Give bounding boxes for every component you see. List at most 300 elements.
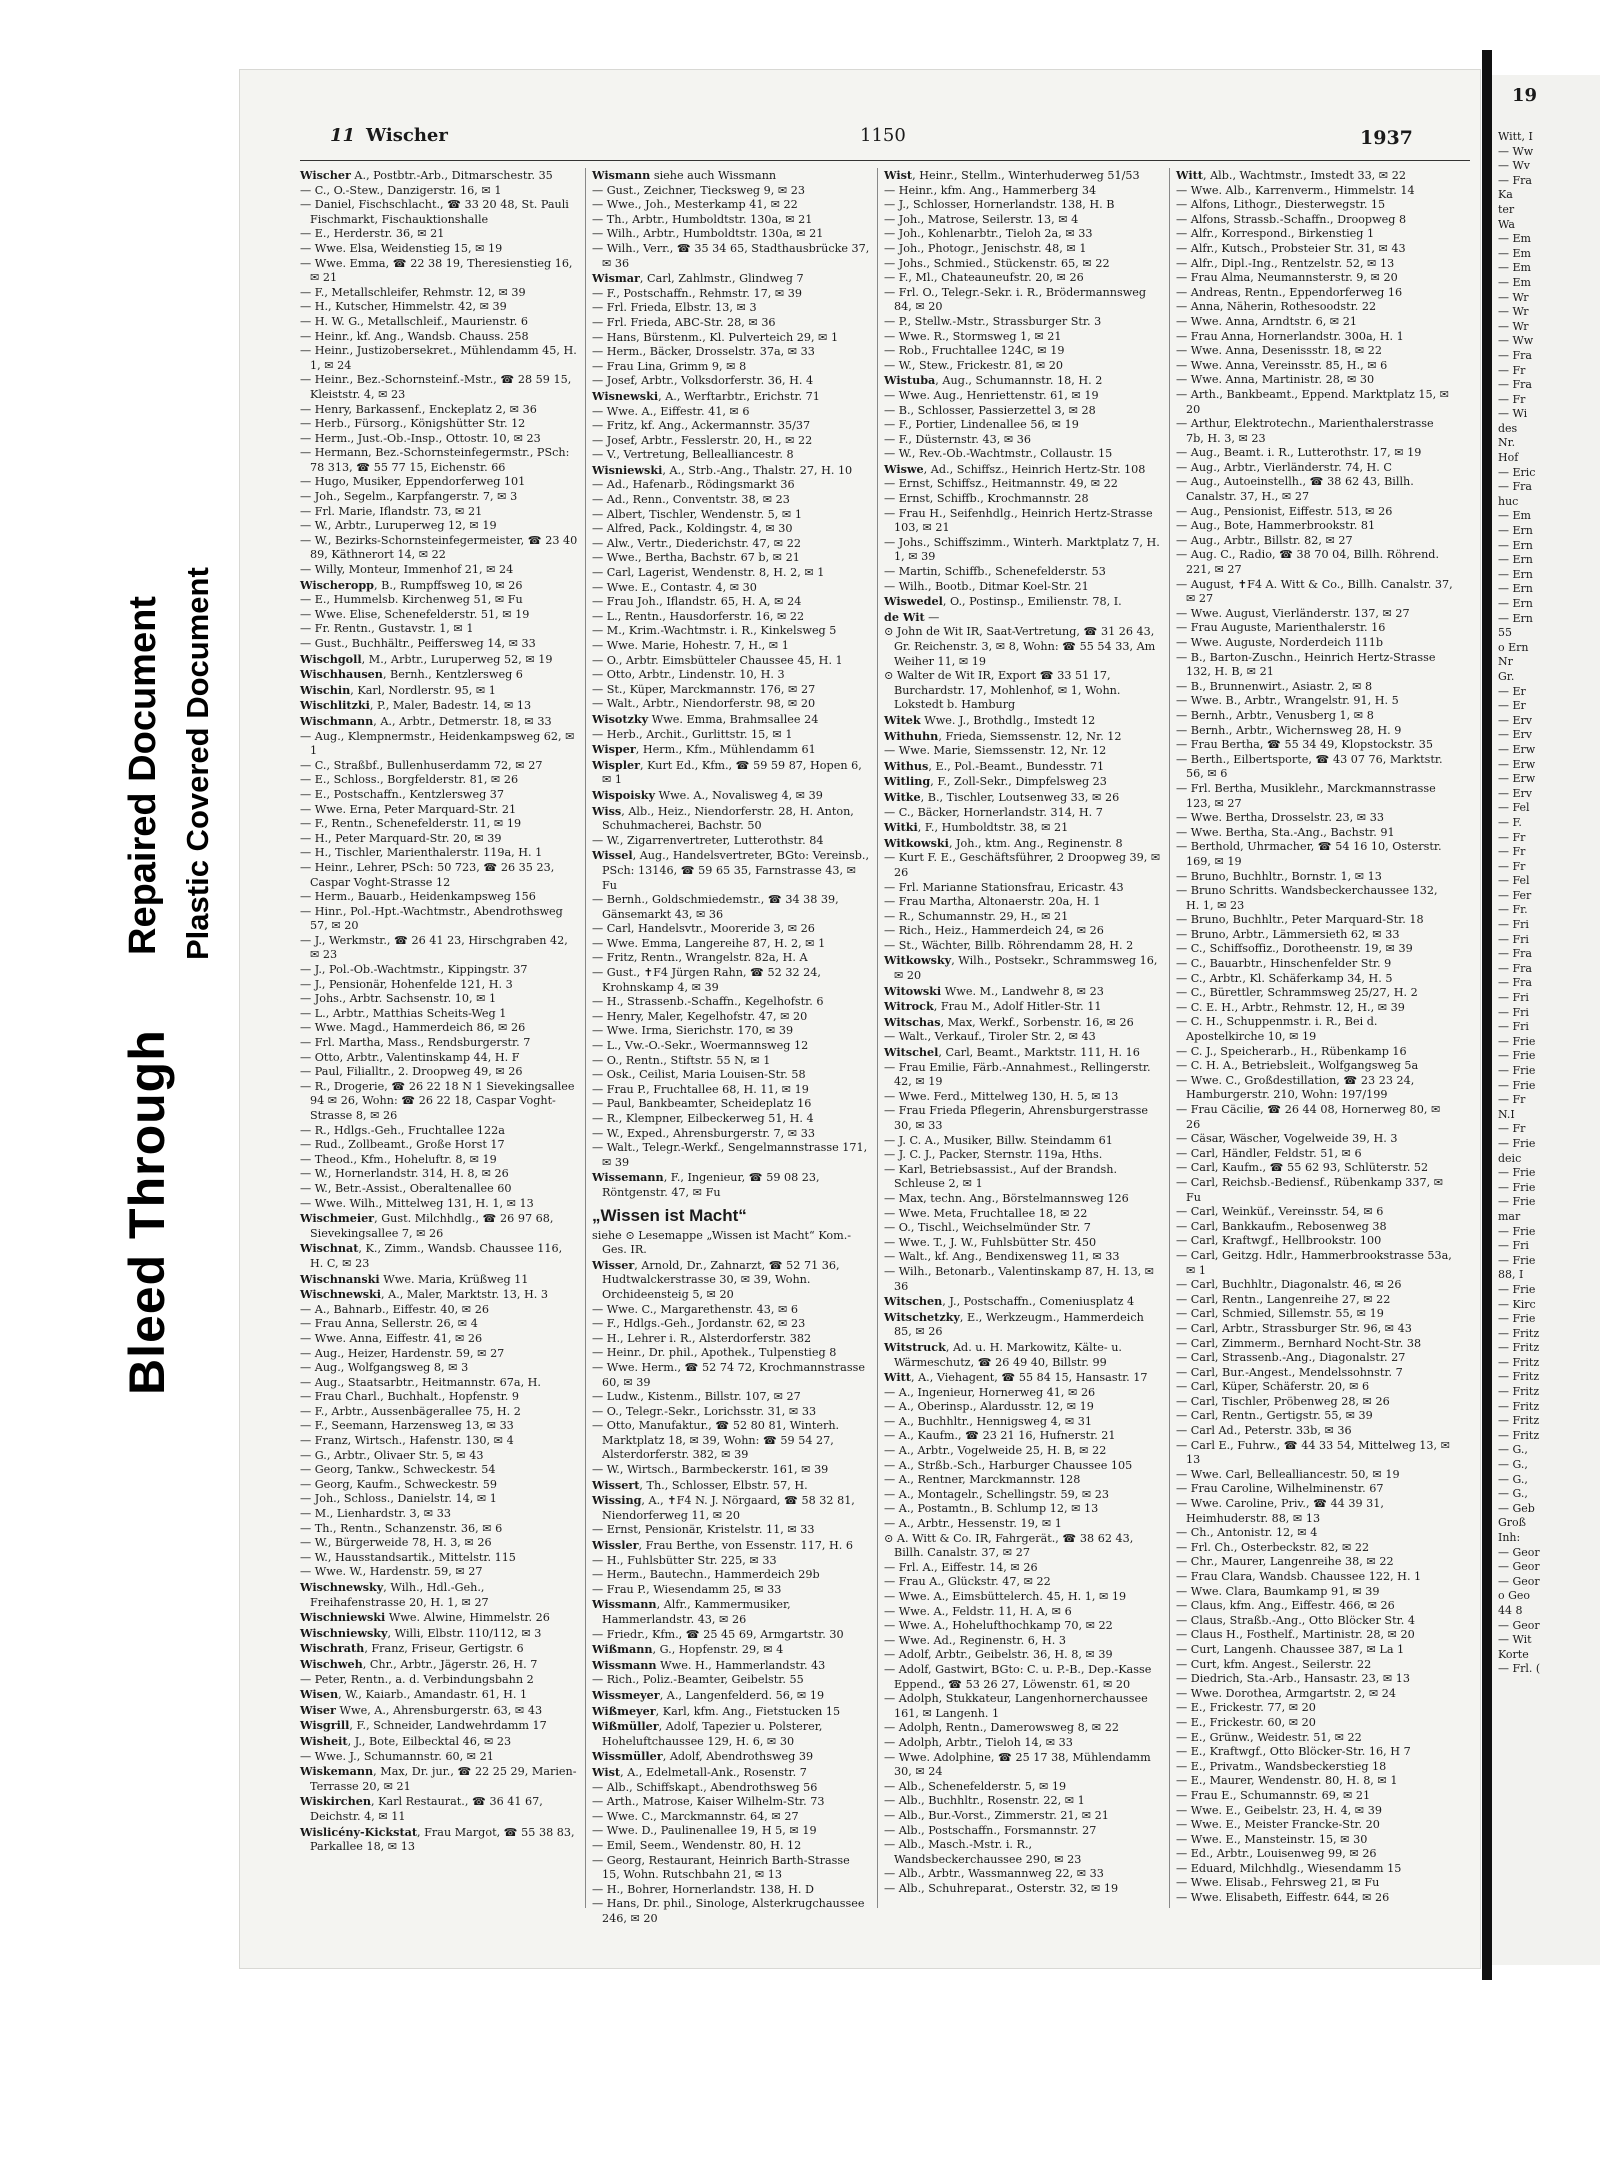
directory-entry [300,1211,578,1241]
directory-entry [1176,1774,1454,1789]
directory-entry [1176,1001,1454,1016]
entry-details: — Alfr., Dipl.-Ing., Rentzelstr. 52, ✉ 13 [1176,256,1395,270]
directory-entry [300,846,578,861]
directory-entry [884,1400,1162,1415]
directory-entry [1176,1789,1454,1804]
entry-details: — H., Lehrer i. R., Alsterdorferstr. 382 [592,1331,812,1345]
entry-details: — Frau P., Wiesendamm 25, ✉ 33 [592,1582,782,1596]
directory-entry [592,1538,870,1554]
directory-entry [1176,694,1454,709]
directory-entry [300,1390,578,1405]
scan-bottom-margin [0,1980,1600,2177]
directory-entry [592,995,870,1010]
entry-details: — Frau Frieda Pflegerin, Ahrensburgerstrasse 30, ✉ 33 [884,1104,1149,1132]
directory-entry [884,625,1162,669]
adjacent-line: — Em [1498,246,1531,260]
entry-details: — E., Hummelsb. Kirchenweg 51, ✉ Fu [300,593,523,607]
entry-surname: Witling [884,774,931,789]
directory-entry [884,1751,1162,1780]
header-rule [300,160,1470,161]
entry-details: — Wwe. C., Margarethenstr. 43, ✉ 6 [592,1302,799,1316]
directory-entry [592,1361,870,1390]
directory-entry [884,1294,1162,1310]
adjacent-line: — Frie [1498,1282,1536,1296]
entry-details: — Alfons, Strassb.-Schaffn., Droopweg 8 [1176,212,1407,226]
directory-entry [300,622,578,637]
entry-details: — Josef, Arbtr., Fesslerstr. 20, H., ✉ 22 [592,433,813,447]
entry-surname: Wißmeyer [592,1703,656,1718]
adjacent-line: — Ern [1498,553,1533,567]
entry-surname: Witschen [884,1294,943,1309]
directory-entry [1176,1482,1454,1497]
entry-details: — E., Frickestr. 60, ✉ 20 [1176,1715,1316,1729]
entry-details: — Wwe. Ad., Reginenstr. 6, H. 3 [884,1633,1066,1647]
entry-details: , Alb., Wachtmstr., Imstedt 33, ✉ 22 [1202,169,1406,182]
entry-details: Wwe. H., Hammerlandstr. 43 [656,1658,826,1672]
adjacent-line: — Fel [1498,801,1530,815]
directory-entry [1176,1847,1454,1862]
entry-details: — W., Bezirks-Schornsteinfegermeister, ☎ 23 40 89, Käthnerort 14, ✉ 22 [300,533,578,562]
directory-entry [300,1641,578,1657]
adjacent-line: — Geor [1498,1618,1540,1632]
entry-details: — M., Lienhardstr. 3, ✉ 33 [300,1507,451,1521]
entry-details: — Carl, Tischler, Pröbenweg 28, ✉ 26 [1176,1394,1390,1408]
entry-surname: Wissmeyer [592,1687,660,1702]
directory-entry [884,507,1162,536]
column-4 [1176,168,1454,1908]
directory-entry [1176,680,1454,695]
directory-entry [592,848,870,893]
directory-entry [300,1551,578,1566]
directory-entry [300,344,578,373]
directory-entry [1176,213,1454,228]
directory-entry [592,1597,870,1627]
entry-details: — Carl E., Fuhrw., ☎ 44 33 54, Mittelweg 13, ✉ 13 [1176,1438,1451,1467]
entry-details: — Carl, Schmied, Sillemstr. 55, ✉ 19 [1176,1307,1384,1321]
entry-details: , Arnold, Dr., Zahnarzt, ☎ 52 71 36, Hudtwalckerstrasse 30, ✉ 39, Wohn. Orchideensteig 5, ✉ 20 [602,1258,840,1301]
directory-entry [592,1523,870,1538]
directory-entry [1176,1439,1454,1468]
entry-details: — Wwe. Aug., Henriettenstr. 61, ✉ 19 [884,388,1099,402]
entry-details: — Otto, Arbtr., Lindenstr. 10, H. 3 [592,668,785,682]
adjacent-line: — Erv [1498,786,1532,800]
entry-details: — Willy, Monteur, Immenhof 21, ✉ 24 [300,563,514,577]
directory-entry [592,184,870,199]
directory-entry [1176,286,1454,301]
entry-details: — Frau H., Seifenhdlg., Heinrich Hertz-Strasse 103, ✉ 21 [884,506,1153,535]
entry-details: , Ad. u. H. Markowitz, Kälte- u. Wärmeschutz, ☎ 26 49 40, Billstr. 99 [894,1340,1122,1369]
directory-entry [884,881,1162,896]
entry-details: — R., Hdlgs.-Geh., Fruchtallee 122a [300,1123,505,1137]
directory-entry [1176,330,1454,345]
entry-details: — Frau Anna, Hornerlandstr. 300a, H. 1 [1176,329,1404,343]
entry-details: — Wwe. Ferd., Mittelweg 130, H. 5, ✉ 13 [884,1089,1119,1103]
adjacent-line: — Fra [1498,480,1532,494]
adjacent-line: — Fra [1498,378,1532,392]
entry-surname: Wiss [592,803,622,818]
adjacent-line: — Fritz [1498,1370,1540,1384]
directory-entry [592,1688,870,1704]
entry-details: — Josef, Arbtr., Volksdorferstr. 36, H. 4 [592,374,814,388]
directory-entry [592,1303,870,1318]
directory-entry [1176,840,1454,869]
adjacent-line: — Geb [1498,1501,1535,1515]
adjacent-line: Ka [1498,188,1513,202]
adjacent-line: — Frl. ( [1498,1662,1541,1676]
entry-details: — Carl, Geitzg. Hdlr., Hammerbrookstrasse 53a, ✉ 1 [1176,1248,1452,1277]
directory-entry [884,1502,1162,1517]
entry-details: — Heinr., kfm. Ang., Hammerberg 34 [884,183,1097,197]
entry-details: , K., Zimm., Wandsb. Chaussee 116, H. C, ✉ 23 [310,1242,563,1270]
directory-entry [884,227,1162,242]
directory-entry [300,1167,578,1182]
entry-details: — W., Hornerlandstr. 314, H. 8, ✉ 26 [300,1167,509,1181]
entry-details: — Bruno, Buchhltr., Peter Marquard-Str. 18 [1176,913,1424,927]
entry-details: — Wwe. Anna, Vereinsstr. 85, H., ✉ 6 [1176,358,1388,372]
entry-details: — Johs., Schmied., Stückenstr. 65, ✉ 22 [884,256,1110,270]
entry-details: — C., Straßbf., Bullenhuserdamm 72, ✉ 27 [300,758,543,772]
directory-entry [1176,446,1454,461]
scan-margin [0,0,235,2177]
adjacent-line: Korte [1498,1647,1529,1661]
entry-details: — Wwe. Anna, Eiffestr. 41, ✉ 26 [300,1331,483,1345]
adjacent-line: — Wi [1498,407,1528,421]
entry-details: , Aug., Schumannstr. 18, H. 2 [935,374,1103,388]
directory-entry [592,1554,870,1569]
entry-details: — Otto, Arbtr., Valentinskamp 44, H. F [300,1050,520,1064]
entry-details: — Walt., Telegr.-Werkf., Sengelmannstrasse 171, ✉ 39 [592,1141,868,1169]
directory-entry [300,1657,578,1673]
entry-details: — A., Arbtr., Vogelweide 25, H. B, ✉ 22 [884,1444,1107,1458]
entry-details: , Karl Restaurat., ☎ 36 41 67, Deichstr. 4, ✉ 11 [310,1795,543,1823]
directory-entry [592,697,870,712]
entry-details: Wwe, A., Ahrensburgerstr. 63, ✉ 43 [335,1703,543,1717]
entry-details: — E., Herderstr. 36, ✉ 21 [300,227,445,241]
entry-details: — Carl, Bur.-Angest., Mendelssohnstr. 7 [1176,1365,1403,1379]
directory-entry [884,669,1162,713]
directory-entry [300,257,578,286]
directory-entry [592,966,870,995]
entry-details: , Willi, Elbstr. 110/112, ✉ 3 [387,1626,542,1640]
entry-details: — Frau Anna, Sellerstr. 26, ✉ 4 [300,1317,478,1331]
entry-details: — Heinr., Justizobersekret., Mühlendamm 45, H. 1, ✉ 24 [300,344,577,372]
entry-details: , A., Arbtr., Detmerstr. 18, ✉ 33 [373,714,552,728]
directory-entry [884,1532,1162,1561]
directory-entry [884,1340,1162,1370]
directory-entry [592,1478,870,1494]
entry-surname: Witkowski [884,835,949,850]
entry-details: — A., Oberinsp., Alardusstr. 12, ✉ 19 [884,1400,1094,1414]
entry-details: , Carl, Beamt., Marktstr. 111, H. 16 [938,1046,1140,1060]
entry-details: — Hans, Bürstenm., Kl. Pulverteich 29, ✉ 1 [592,330,839,344]
entry-details: — Paul, Filialltr., 2. Droopweg 49, ✉ 26 [300,1065,523,1079]
directory-entry [592,493,870,508]
entry-details: — Claus H., Fosthelf., Martinistr. 28, ✉ 20 [1176,1628,1415,1642]
directory-entry [1176,1366,1454,1381]
entry-details: , J., Bote, Eilbecktal 46, ✉ 23 [347,1734,512,1748]
directory-entry [592,758,870,788]
adjacent-page-lines [1498,130,1598,1677]
directory-entry [592,463,870,479]
adjacent-line: — Fr [1498,845,1526,859]
entry-surname: Witt [1176,168,1203,182]
entry-details: , A., Langenfelderd. 56, ✉ 19 [659,1688,825,1702]
adjacent-line: — Fri [1498,932,1529,946]
entry-details: — Fritz, kf. Ang., Ackermannstr. 35/37 [592,419,811,433]
entry-surname: Withus [884,758,929,773]
repaired-document-label: Repaired Document [122,596,164,955]
entry-details: , Chr., Arbtr., Jägerstr. 26, H. 7 [362,1657,538,1671]
adjacent-line: — Kirc [1498,1297,1536,1311]
directory-entry [300,667,578,683]
directory-entry [1176,1731,1454,1746]
entry-details: — Daniel, Fischschlacht., ☎ 33 20 48, St. Pauli Fischmarkt, Fischauktionshalle [300,198,569,226]
directory-entry [300,1138,578,1153]
directory-entry [1176,271,1454,286]
entry-details: — W., Wirtsch., Barmbeckerstr. 161, ✉ 39 [592,1463,829,1477]
entry-details: — Albert, Tischler, Wendenstr. 5, ✉ 1 [592,507,802,521]
entry-details: , Alb., Heiz., Niendorferstr. 28, H. Anton, Schuhmacherei, Bachstr. 50 [602,804,854,833]
entry-surname: Wissmüller [592,1749,663,1764]
entry-details: — Wwe. Irma, Sierichstr. 170, ✉ 39 [592,1024,794,1038]
adjacent-line: — Frie [1498,1166,1536,1180]
entry-details: — B., Brunnenwirt., Asiastr. 2, ✉ 8 [1176,679,1373,693]
directory-entry [1176,1876,1454,1891]
directory-entry [300,1718,578,1734]
adjacent-line: — Geor [1498,1574,1540,1588]
entry-details: — Osk., Ceilist, Maria Louisen-Str. 58 [592,1068,806,1082]
entry-details: — Ad., Hafenarb., Rödingsmarkt 36 [592,478,795,492]
directory-entry [1176,242,1454,257]
directory-entry [300,242,578,257]
directory-entry [1176,1176,1454,1205]
directory-entry [300,593,578,608]
directory-entry [1176,1658,1454,1673]
entry-details: — Wilh., Bootb., Ditmar Koel-Str. 21 [884,579,1089,593]
entry-details: — Carl, Kaufm., ☎ 55 62 93, Schlüterstr. 52 [1176,1161,1429,1175]
entry-details: — E., Maurer, Wendenstr. 80, H. 8, ✉ 1 [1176,1774,1398,1788]
entry-details: — Joh., Matrose, Seilerstr. 13, ✉ 4 [884,212,1079,226]
entry-surname: Witschas [884,1014,941,1029]
entry-surname: Witt [884,1370,911,1385]
directory-entry [1176,1220,1454,1235]
entry-details: , G., Hopfenstr. 29, ✉ 4 [652,1643,784,1657]
page-header [330,125,1470,155]
entry-surname: Wischhausen [300,667,383,682]
entry-details: siehe ⊙ Lesemappe „Wissen ist Macht“ Kom.-Ges. IR. [592,1228,852,1257]
directory-entry [300,1764,578,1794]
entry-details: , Aug., Handelsvertreter, BGto: Vereinsb., PSch: 13146, ☎ 59 65 35, Farnstrasse 43, ✉ Fu [602,849,870,892]
directory-entry [300,1434,578,1449]
directory-entry [592,198,870,213]
directory-entry [592,937,870,952]
directory-entry [884,1867,1162,1882]
entry-details: — V., Vertretung, Bellealliancestr. 8 [592,448,794,462]
entry-details: , O., Postinsp., Emilienstr. 78, I. [942,595,1122,609]
directory-entry [592,508,870,523]
entry-details: — Wwe. J., Schumannstr. 60, ✉ 21 [300,1749,494,1763]
entry-details: — Carl, Händler, Feldstr. 51, ✉ 6 [1176,1146,1362,1160]
entry-details: — Th., Rentn., Schanzenstr. 36, ✉ 6 [300,1521,503,1535]
directory-entry [1176,826,1454,841]
adjacent-line: Witt, I [1498,130,1533,143]
entry-surname: Wißmüller [592,1719,659,1734]
entry-details: — A., Ingenieur, Hornerweg 41, ✉ 26 [884,1385,1096,1399]
adjacent-line: — Frie [1498,1312,1536,1326]
entry-details: — E., Postschaffn., Kentzlersweg 37 [300,787,505,801]
entry-surname: Wischrath [300,1641,365,1656]
entry-details: — W., Exped., Ahrensburgerstr. 7, ✉ 33 [592,1126,815,1140]
directory-entry [300,1317,578,1332]
directory-entry [300,1182,578,1197]
directory-entry [884,729,1162,745]
directory-entry [300,1272,578,1288]
entry-details: — Wwe. E., Mansteinstr. 15, ✉ 30 [1176,1832,1368,1846]
entry-details: — W., Betr.-Assist., Oberaltenallee 60 [300,1181,512,1195]
entry-details: — O., Arbtr. Eimsbütteler Chaussee 45, H. 1 [592,653,843,667]
adjacent-line: — Fer [1498,888,1532,902]
adjacent-line: — F. [1498,815,1522,829]
entry-details: — O., Telegr.-Sekr., Lorichsstr. 31, ✉ 33 [592,1404,817,1418]
directory-entry [884,610,1162,626]
entry-details: A., Postbtr.-Arb., Ditmarschestr. 35 [350,169,553,182]
adjacent-line: — Er [1498,699,1526,713]
entry-details: — W., Rev.-Ob.-Wachtmstr., Collaustr. 15 [884,447,1113,461]
entry-details: — J., Schlosser, Hornerlandstr. 138, H. B [884,198,1115,212]
directory-entry [592,1765,870,1781]
entry-details: — Frl. Marianne Stationsfrau, Ericastr. 43 [884,880,1124,894]
directory-entry [592,1054,870,1069]
entry-details: — Wwe., Joh., Mesterkamp 41, ✉ 22 [592,198,798,212]
entry-details: ⊙ A. Witt & Co. IR, Fahrgerät., ☎ 38 62 43, Billh. Canalstr. 37, ✉ 27 [884,1531,1134,1560]
entry-surname: Witke [884,789,921,804]
adjacent-line: — Fr [1498,830,1526,844]
bleed-through-label: Bleed Through [119,1029,175,1395]
entry-details: — Curt, kfm. Angest., Seilerstr. 22 [1176,1657,1372,1671]
directory-entry [1176,957,1454,972]
entry-surname: Wisniewski [592,462,663,477]
directory-entry [884,984,1162,1000]
entry-details: — Rud., Zollbeamt., Große Horst 17 [300,1138,505,1152]
directory-entry [884,418,1162,433]
entry-details: — Ernst, Pensionär, Kristelstr. 11, ✉ 33 [592,1523,815,1537]
directory-entry [1176,184,1454,199]
directory-entry [1176,636,1454,651]
entry-surname: Wischmann [300,713,374,728]
entry-details: — Heinr., kf. Ang., Wandsb. Chauss. 258 [300,329,529,343]
directory-entry [1176,1497,1454,1526]
entry-details: — Frl. Ch., Osterbeckstr. 82, ✉ 22 [1176,1540,1370,1554]
entry-details: , Adolf, Abendrothsweg 39 [662,1750,814,1764]
entry-details: — J. C. A., Musiker, Billw. Steindamm 61 [884,1133,1113,1147]
entry-details: , Ad., Schiffsz., Heinrich Hertz-Str. 108 [923,462,1146,476]
entry-surname: Wissel [592,848,633,863]
directory-entry [592,1024,870,1039]
entry-details: — Frl. Martha, Mass., Rendsburgerstr. 7 [300,1036,531,1050]
entry-details: — Wilh., Verr., ☎ 35 34 65, Stadthausbrücke 37, ✉ 36 [592,241,870,270]
entry-details: — Aug., Autoeinstellh., ☎ 38 62 43, Billh. Canalstr. 37, H., ✉ 27 [1176,475,1414,504]
directory-entry [1176,1804,1454,1819]
entry-details: — Alb., Arbtr., Wassmannweg 22, ✉ 33 [884,1867,1104,1881]
directory-entry [1176,1045,1454,1060]
adjacent-line: Groß [1498,1516,1527,1530]
directory-entry [1176,870,1454,885]
entry-surname: Wist [884,168,913,182]
directory-entry [592,434,870,449]
directory-entry [592,654,870,669]
directory-entry [884,774,1162,790]
entry-details: — Carl Ad., Peterstr. 33b, ✉ 36 [1176,1424,1352,1438]
directory-entry [592,1141,870,1170]
directory-entry [1176,519,1454,534]
entry-details: — Wwe. A., Eiffestr. 41, ✉ 6 [592,404,750,418]
directory-entry [884,580,1162,595]
adjacent-line: — Ern [1498,567,1533,581]
entry-details: , E., Werkzeugm., Hammerdeich 85, ✉ 26 [894,1310,1144,1339]
directory-entry [884,836,1162,852]
directory-entry [300,1687,578,1703]
entry-details: , Frau Berthe, von Essenstr. 117, H. 6 [638,1539,853,1553]
entry-details: — Carl, Kraftwgf., Hellbrookstr. 100 [1176,1234,1382,1248]
adjacent-line: Nr [1498,655,1513,669]
entry-details: Wwe. Maria, Krüßweg 11 [379,1272,529,1286]
entry-surname: Wislicény-Kickstat [300,1824,418,1839]
entry-details: — Bernh., Arbtr., Venusberg 1, ✉ 8 [1176,708,1374,722]
entry-details: — Paul, Bankbeamter, Scheideplatz 16 [592,1097,812,1111]
entry-surname: Wischweh [300,1656,363,1671]
directory-entry [300,934,578,963]
adjacent-line: — Wv [1498,159,1531,173]
adjacent-line: — Erv [1498,713,1532,727]
section-heading: „Wissen ist Macht“ [592,1205,747,1225]
entry-details: — J., Pol.-Ob.-Wachtmstr., Kippingstr. 37 [300,963,528,977]
directory-entry [1176,1395,1454,1410]
entry-details: — H., Strassenb.-Schaffn., Kegelhofstr. 6 [592,995,824,1009]
entry-details: — Walt., Verkauf., Tiroler Str. 2, ✉ 43 [884,1030,1096,1044]
entry-details: , Bernh., Kentzlersweg 6 [382,668,523,682]
directory-entry [592,419,870,434]
entry-details: — Rich., Poliz.-Beamter, Geibelstr. 55 [592,1673,804,1687]
directory-entry [300,1449,578,1464]
entry-details: , A., ✝F4 N. J. Nörgaard, ☎ 58 32 81, Niendorferweg 11, ✉ 20 [602,1494,855,1522]
entry-details: — Frau Alma, Neumannsterstr. 9, ✉ 20 [1176,271,1398,285]
directory-entry [1176,315,1454,330]
column-2 [592,168,870,1925]
directory-entry [300,698,578,714]
directory-entry [1176,986,1454,1001]
directory-entry [1176,1585,1454,1600]
entry-details: ⊙ Walter de Wit IR, Export ☎ 33 51 17, Burchardstr. 17, Mohlenhof, ✉ 1, Wohn. Lokstedt b. Hamburg [884,669,1121,712]
entry-details: — Henry, Barkassenf., Enckeplatz 2, ✉ 36 [300,402,537,416]
entry-details: — C., Bauarbtr., Hinschenfelder Str. 9 [1176,957,1392,971]
directory-entry [884,1415,1162,1430]
directory-entry [1176,884,1454,913]
entry-surname: Wissmann [592,1657,657,1672]
entry-details: — Berth., Eilbertsporte, ☎ 43 07 76, Marktstr. 56, ✉ 6 [1176,752,1443,781]
entry-details: — H., Peter Marquard-Str. 20, ✉ 39 [300,831,502,845]
directory-entry [1176,1643,1454,1658]
directory-entry [300,330,578,345]
directory-entry [1176,1249,1454,1278]
entry-details: , W., Kaiarb., Amandastr. 61, H. 1 [338,1688,528,1702]
entry-details: — Andreas, Rentn., Eppendorferweg 16 [1176,285,1403,299]
header-name: Wischer [366,125,448,146]
adjacent-line: — Fri [1498,991,1529,1005]
entry-details: — Adolf, Gastwirt, BGto: C. u. P.-B., Dep.-Kasse Eppend., ☎ 53 26 27, Löwenstr. 61, ✉ 20 [884,1662,1152,1691]
directory-entry [884,344,1162,359]
directory-entry [884,447,1162,462]
directory-entry [592,566,870,581]
